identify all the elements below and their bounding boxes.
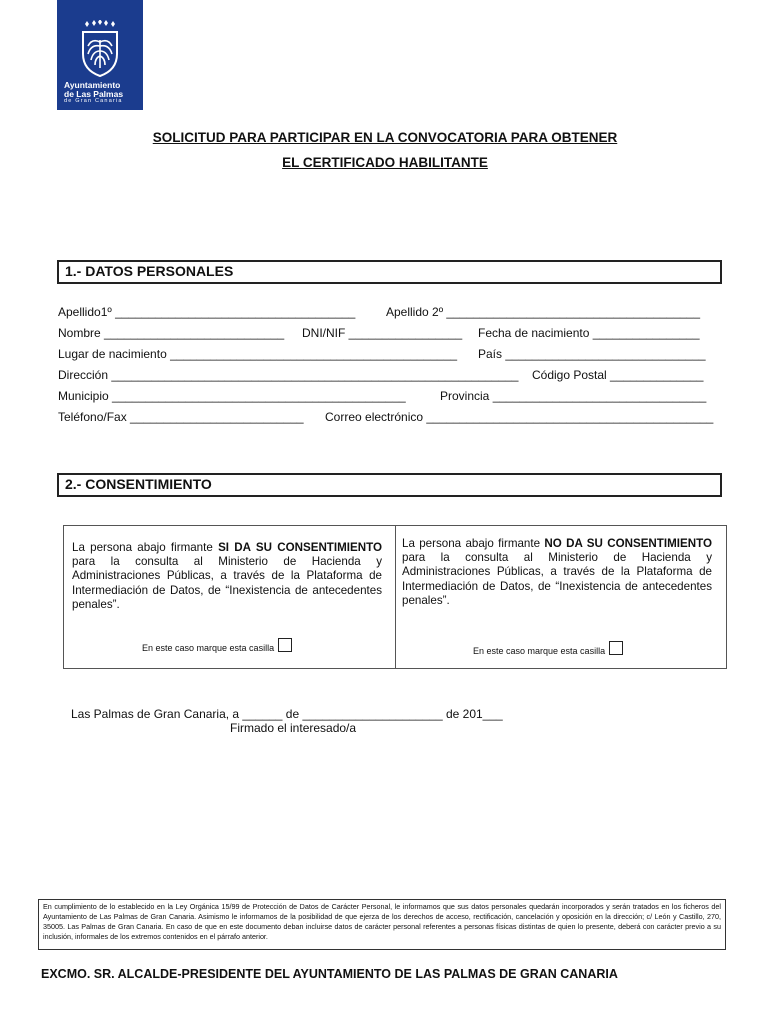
logo-text-line1: Ayuntamiento xyxy=(64,80,121,90)
field-apellido1[interactable]: Apellido1º ____________________________________ xyxy=(58,305,356,319)
consent-yes-body: para la consulta al Ministerio de Hacienda y Administraciones Públicas, a través de la Plataforma de Intermediación de Datos, de “Inexistencia de antecedentes penales”. xyxy=(72,555,382,611)
consent-divider xyxy=(395,526,396,668)
consent-yes-intro: La persona abajo firmante xyxy=(72,541,213,554)
field-correo-electronico[interactable]: Correo electrónico ___________________________________________ xyxy=(325,410,714,424)
field-direccion[interactable]: Dirección _____________________________________________________________ xyxy=(58,368,519,382)
field-telefono-fax[interactable]: Teléfono/Fax __________________________ xyxy=(58,410,304,424)
consent-no-emphasis: NO DA SU CONSENTIMIENTO xyxy=(544,537,712,550)
field-municipio[interactable]: Municipio ____________________________________________ xyxy=(58,389,406,403)
field-lugar-nacimiento[interactable]: Lugar de nacimiento ___________________________________________ xyxy=(58,347,458,361)
palm-crest-icon xyxy=(77,20,123,78)
consent-box xyxy=(63,525,727,669)
consent-yes-text xyxy=(72,541,382,612)
signature-place-date[interactable]: Las Palmas de Gran Canaria, a ______ de _____________________ de 201___ xyxy=(71,707,503,721)
consent-no-intro: La persona abajo firmante xyxy=(402,537,541,550)
page-title-line1: SOLICITUD PARA PARTICIPAR EN LA CONVOCATORIA PARA OBTENER xyxy=(152,130,618,145)
logo-text-line2: de Las Palmas xyxy=(64,89,124,99)
field-pais[interactable]: País ______________________________ xyxy=(478,347,706,361)
field-nombre[interactable]: Nombre ___________________________ xyxy=(58,326,285,340)
consent-no-mark xyxy=(473,641,623,656)
section-header-consentimiento xyxy=(57,473,722,497)
section-title: 1.- DATOS PERSONALES xyxy=(65,263,234,279)
consent-no-text xyxy=(402,537,712,608)
ayuntamiento-logo xyxy=(57,0,143,110)
logo-text-line3: de Gran Canaria xyxy=(64,98,123,104)
signature-label: Firmado el interesado/a xyxy=(230,721,357,735)
page-title-line2: EL CERTIFICADO HABILITANTE xyxy=(282,155,488,170)
consent-yes-mark-label: En este caso marque esta casilla xyxy=(142,643,275,653)
field-apellido2[interactable]: Apellido 2º ______________________________________ xyxy=(386,305,701,319)
consent-no-mark-label: En este caso marque esta casilla xyxy=(473,646,606,656)
field-codigo-postal[interactable]: Código Postal ______________ xyxy=(532,368,704,382)
section-header-datos-personales xyxy=(57,260,722,284)
field-dni-nif[interactable]: DNI/NIF _________________ xyxy=(302,326,463,340)
consent-no-body: para la consulta al Ministerio de Hacienda y Administraciones Públicas, a través de la Plataforma de Intermediación de Datos, de “Inexistencia de antecedentes penales”. xyxy=(402,551,712,607)
consent-yes-checkbox[interactable] xyxy=(278,638,292,652)
addressee-footer: EXCMO. SR. ALCALDE-PRESIDENTE DEL AYUNTAMIENTO DE LAS PALMAS DE GRAN CANARIA xyxy=(41,967,618,981)
data-protection-notice: En cumplimiento de lo establecido en la Ley Orgánica 15/99 de Protección de Datos de Carácter Personal, le informamos que sus datos personales quedarán incorporados y serán tratados en los ficheros del Ayuntamiento de Las Palmas de Gran Canaria. Asimismo le informamos de la posibilidad de que ejerza de los derechos de acceso, rectificación, cancelación y oposición en la dirección; c/ León y Castillo, 270, 35005. Las Palmas de Gran Canaria. En caso de que en este documento deban incluirse datos de carácter personal referentes a personas físicas distintas de quien lo presente, deberá con carácter previo a su inclusión, informales de los extremos contenidos en el párrafo anterior. xyxy=(38,899,726,950)
field-fecha-nacimiento[interactable]: Fecha de nacimiento ________________ xyxy=(478,326,700,340)
consent-yes-mark xyxy=(142,638,292,653)
consent-no-checkbox[interactable] xyxy=(609,641,623,655)
consent-yes-emphasis: SI DA SU CONSENTIMIENTO xyxy=(218,541,382,554)
section-title: 2.- CONSENTIMIENTO xyxy=(65,476,212,492)
field-provincia[interactable]: Provincia ________________________________ xyxy=(440,389,707,403)
